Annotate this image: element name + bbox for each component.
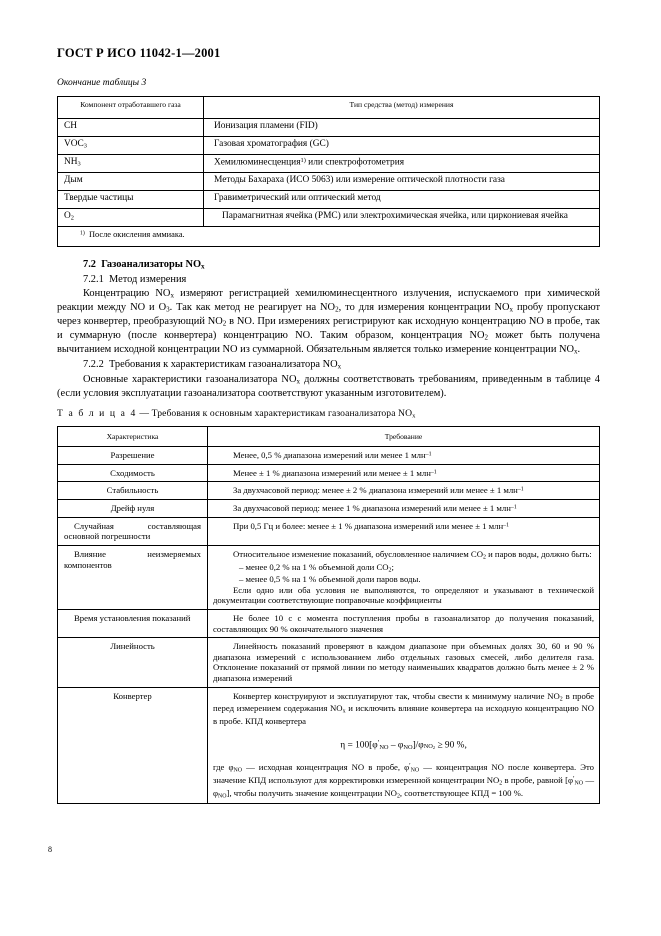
subscript: NO <box>233 767 243 774</box>
formula-explanation <box>213 762 594 800</box>
table4-cell-characteristic: Разрешение <box>58 447 208 465</box>
subscript: 2 <box>335 305 339 314</box>
table-row <box>58 500 600 518</box>
table4-cell-requirement <box>208 609 600 637</box>
text-fragment: За двухчасовой период: менее 1 % диапазона измерений или менее ± 1 млн <box>233 503 511 514</box>
text-fragment: ], чтобы получить значение концентрации NO <box>226 787 397 798</box>
table-row <box>58 155 600 173</box>
text-fragment: , соответствующее КПД = 100 %. <box>399 787 523 798</box>
table4 <box>57 426 600 804</box>
table4-cell-requirement <box>208 545 600 609</box>
subsection-title: Метод измерения <box>108 273 187 285</box>
bullet-item <box>213 562 594 575</box>
table4-cell-requirement <box>208 500 600 518</box>
table3-col-header-component: Компонент отработавшего газа <box>58 97 204 119</box>
text-fragment: измеряют регистрацией хемилюминесцентного излучения, испускаемого при химической реакции между NO и O <box>57 288 601 314</box>
table3-cell-component <box>58 155 204 173</box>
method-text-tail: или спектрофотометрия <box>305 157 405 168</box>
text-fragment: — исходная концентрация NO в пробе, φ <box>242 762 410 773</box>
table4-cell-characteristic: Влияние неизмеряемых компонентов <box>58 545 208 609</box>
text-fragment: где φ <box>213 762 234 773</box>
subscript: x <box>170 292 174 301</box>
subscript: x <box>296 377 300 386</box>
subscript: NO <box>218 793 227 800</box>
footnote-marker: 1) <box>80 230 85 237</box>
text-fragment: . <box>577 343 581 355</box>
text-fragment: в пробе перед измерением содержания NO <box>213 690 594 714</box>
text-fragment: в пробе, равной [φ <box>502 775 573 785</box>
table4-cell-characteristic: Линейность <box>58 638 208 687</box>
table-row <box>58 447 600 465</box>
subsection-number: 7.2.1 <box>83 273 104 285</box>
table4-header-row <box>58 427 600 447</box>
subscript: 2 <box>484 333 489 342</box>
formula-base: O <box>64 211 71 221</box>
table-row <box>58 209 600 227</box>
text-fragment: Основные характеристики газоанализатора NO <box>83 373 297 385</box>
table-row <box>58 191 600 209</box>
formula-subscript: 3 <box>83 142 87 150</box>
table4-caption-text: — Требования к основным характеристикам газоанализатора NO <box>136 408 413 419</box>
section-heading <box>57 258 600 272</box>
table4-cell-characteristic: Стабильность <box>58 482 208 500</box>
table4-col-header-requirement: Требование <box>208 427 600 447</box>
text-fragment: При 0,5 Гц и более: менее ± 1 % диапазона измерений или менее ± 1 млн <box>233 520 504 531</box>
table4-container <box>57 426 599 804</box>
superscript: –1 <box>517 486 524 493</box>
superscript: –1 <box>503 522 510 529</box>
table4-col-header-characteristic: Характеристика <box>58 427 208 447</box>
subscript: 2 <box>499 780 503 787</box>
text-fragment: ; <box>391 561 394 572</box>
section-title-subscript: x <box>201 262 205 271</box>
section-7-2 <box>57 258 600 401</box>
table3-cell-component: CH <box>58 119 204 137</box>
table3-cell-component <box>58 137 204 155</box>
table3-cell-component: Дым <box>58 173 204 191</box>
table4-cell-characteristic: Время установления показаний <box>58 609 208 637</box>
table3 <box>57 96 600 247</box>
subscript: 3 <box>166 305 170 314</box>
superscript: –1 <box>430 469 437 476</box>
table-row <box>58 638 600 687</box>
text-fragment: — концентрация NO после конвертера. Это значение КПД используют для корректировки измеренной концентрации NO <box>213 762 595 785</box>
subscript: x <box>509 305 514 314</box>
text-fragment: Концентрацию NO <box>83 288 171 300</box>
table3-caption: Окончание таблицы 3 <box>57 78 147 88</box>
footnote-ref: 1) <box>300 157 306 164</box>
subscript: NO <box>423 743 433 751</box>
table-row <box>58 545 600 609</box>
table4-cell-characteristic: Сходимость <box>58 464 208 482</box>
table-row <box>58 464 600 482</box>
text-fragment: ]/φ <box>412 739 424 750</box>
table3-cell-method: Газовая хроматография (GC) <box>204 137 600 155</box>
subscript: x <box>574 347 578 356</box>
table4-cell-requirement <box>208 517 600 545</box>
subscript: NO <box>403 743 413 751</box>
table-row <box>58 119 600 137</box>
paragraph-requirements-intro <box>57 373 600 400</box>
method-text: Хемилюминесценция <box>214 157 301 168</box>
text-fragment: Относительное изменение показаний, обусловленное наличием CO <box>233 548 483 559</box>
prime-mark: ′ <box>572 774 575 783</box>
text-fragment: и исключить влияние конвертера на исходную концентрацию NO в пробе. КПД конвертера <box>213 703 594 726</box>
text-fragment: ≥ 90 %, <box>435 739 467 750</box>
subscript: 2 <box>222 319 227 328</box>
text-fragment: в NO. При измерениях регистрируют как исходную концентрацию NO в пробе, так и суммарную (после конвертера) концентрацию NO. Таким образом, концентрация NO <box>57 316 600 342</box>
paragraph-method-description <box>57 287 600 356</box>
equals-sign: = <box>345 739 356 750</box>
text-fragment: – φ <box>388 739 404 750</box>
page-number: 8 <box>48 845 52 854</box>
table4-cell-requirement <box>208 447 600 465</box>
text-fragment: Менее ± 1 % диапазона измерений или менее ± 1 млн <box>233 467 431 478</box>
formula-subscript: 3 <box>77 160 81 168</box>
superscript: –1 <box>425 451 432 458</box>
subsection-heading-7-2-2 <box>57 358 600 372</box>
subscript: x <box>412 412 416 420</box>
subscript: x <box>342 708 346 715</box>
table4-cell-requirement <box>208 482 600 500</box>
table-row <box>58 609 600 637</box>
formula-subscript: 2 <box>70 214 74 222</box>
text-fragment: . Так как метод не реагирует на NO <box>169 302 336 314</box>
standard-header: ГОСТ Р ИСО 11042-1—2001 <box>57 46 221 60</box>
table3-cell-method: Ионизация пламени (FID) <box>204 119 600 137</box>
table-row <box>58 173 600 191</box>
subscript: 2 <box>482 554 486 561</box>
subscript-group <box>424 743 435 750</box>
subscript: NO <box>574 780 584 787</box>
subscript: 2 <box>396 793 400 800</box>
text-fragment: может быть получена вычитанием исходной концентрации NO из суммарной. Обязательным является только измерение концентрации NO <box>57 330 600 355</box>
table-row <box>58 517 600 545</box>
table4-caption <box>57 408 415 420</box>
text-fragment: Не более 10 с с момента поступления пробы в газоанализатор до получения показаний, составляющих 90 % окончательного значения <box>213 612 594 634</box>
text-fragment: , то для измерения концентрации NO <box>338 302 510 314</box>
section-number: 7.2 <box>83 259 96 270</box>
subscript: x <box>337 362 342 371</box>
subsection-heading-7-2-1 <box>57 273 600 287</box>
text-fragment: и паров воды, должно быть: <box>485 548 592 559</box>
eta-symbol: η <box>340 739 346 750</box>
table4-cell-requirement <box>208 638 600 687</box>
table3-cell-method: Методы Бахараха (ИСО 5063) или измерение оптической плотности газа <box>204 173 600 191</box>
table3-cell-component: Твердые частицы <box>58 191 204 209</box>
text-fragment: Менее, 0,5 % диапазона измерений или менее 1 млн <box>233 450 426 461</box>
table3-cell-method: Гравиметрический или оптический метод <box>204 191 600 209</box>
table3-col-header-method: Тип средства (метод) измерения <box>204 97 600 119</box>
table4-cell-characteristic: Случайная составляющая основной погрешности <box>58 517 208 545</box>
table-row <box>58 687 600 804</box>
bullet-item: – менее 0,5 % на 1 % объемной доли паров воды. <box>239 574 421 585</box>
footnote-text: После окисления аммиака. <box>88 230 185 239</box>
table3-cell-component <box>58 209 204 227</box>
subscript: 2 <box>388 566 392 573</box>
subsection-title: Требования к характеристикам газоанализатора NO <box>108 358 338 370</box>
subscript: NO <box>379 743 389 751</box>
text-fragment: пробу пропускают через конвертер, преобразующий NO <box>57 302 600 328</box>
table3-footnote-row <box>58 227 600 247</box>
subscript: NO <box>410 767 420 774</box>
table3-header-row <box>58 97 600 119</box>
text-fragment: должны соответствовать требованиям, приведенным в таблице 4 (если условия эксплуатации газоанализатора соответствуют указанным изготовителем). <box>57 373 600 399</box>
table3-cell-method <box>204 155 600 173</box>
table4-cell-requirement <box>208 464 600 482</box>
table4-cell-characteristic: Конвертер <box>58 687 208 804</box>
text-fragment: Конвертер конструируют и эксплуатируют так, чтобы свести к минимуму наличие NO <box>233 690 560 701</box>
nested-subscript: 2 <box>432 745 436 751</box>
table4-cell-requirement <box>208 687 600 804</box>
text-fragment: Линейность показаний проверяют в каждом диапазоне при объемных долях 30, 60 и 90 % диапазона измерений с использованием либо отдельных газовых смесей, либо делителя газа. Отклонение показаний от прямой линии по методу наименьших квадратов должно быть менее ± 2 % диапазона измерений <box>213 641 594 684</box>
text-fragment: – менее 0,2 % на 1 % объемной доли CO <box>239 561 389 572</box>
text-fragment: За двухчасовой период: менее ± 2 % диапазона измерений или менее ± 1 млн <box>233 485 518 496</box>
table4-caption-label: Т а б л и ц а 4 <box>57 408 137 419</box>
subscript: 2 <box>559 696 563 703</box>
table3-footnote <box>58 227 600 247</box>
prime-mark: ′ <box>377 737 380 747</box>
formula-base: VOC <box>64 139 84 149</box>
table3-container <box>57 96 599 247</box>
table3-cell-method: Парамагнитная ячейка (РМС) или электрохимическая ячейка, или циркониевая ячейка <box>204 209 600 227</box>
table-row <box>58 137 600 155</box>
superscript: –1 <box>510 504 517 511</box>
text-fragment: 100[φ <box>355 739 378 750</box>
text-fragment: Если одно или оба условия не выполняются, то определяют и указывают в технической документации соответствующие поправочные коэффициенты <box>213 584 594 606</box>
formula-base: NH <box>64 157 78 167</box>
converter-efficiency-formula <box>213 738 594 752</box>
table4-cell-characteristic: Дрейф нуля <box>58 500 208 518</box>
table-row <box>58 482 600 500</box>
section-title: Газоанализаторы NO <box>101 259 202 270</box>
subsection-number: 7.2.2 <box>83 358 104 370</box>
prime-mark: ′ <box>409 762 411 771</box>
text-fragment: — φ <box>213 775 595 798</box>
